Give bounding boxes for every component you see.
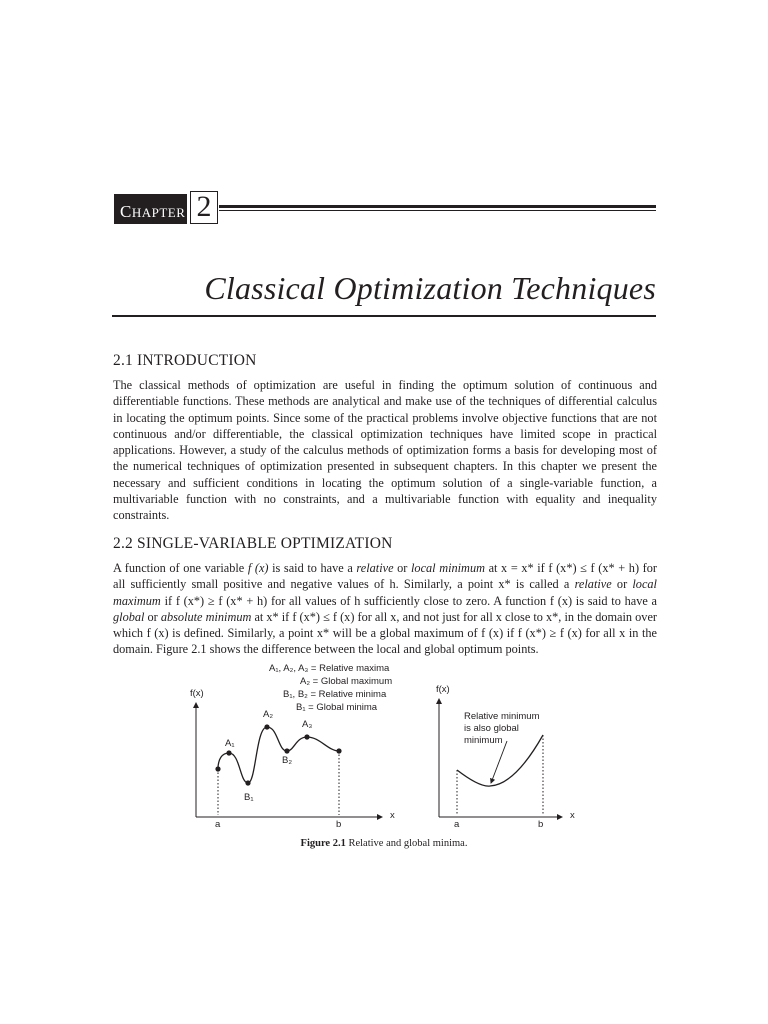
figure-caption-label: Figure 2.1 [300,838,346,849]
left-xlabel: x [390,810,395,821]
point-a3 [304,734,309,739]
introduction-paragraph: The classical methods of optimization are useful in finding the optimum solution of continuous and differentiable functions. These methods are analytical and make use of the techniques of differential calculus in locating the optimum points. Since some of the practical problems involve objective functions that are not continuous and/or differentiable, the classical optimization techniques have limited scope in practical applications. However, a study of the calculus methods of optimization forms a basis for developing most of the numerical techniques of optimization presented in subsequent chapters. In this chapter we present the necessary and sufficient conditions in locating the optimum solution of a single-variable function, a multivariable function with no constraints, and a multivariable function with equality and inequality constraints. [113,378,657,523]
chapter-label-box [114,194,187,224]
left-tick-b: b [336,819,342,830]
chapter-number: 2 [196,190,212,223]
right-tick-a: a [454,819,460,830]
point-b-end [336,748,341,753]
right-annotation-line-1: Relative minimum [464,711,540,722]
point-a2 [264,724,269,729]
legend-line-3: B₁, B₂ = Relative minima [283,689,387,700]
section-heading-single-variable: 2.2 SINGLE-VARIABLE OPTIMIZATION [113,535,393,552]
label-a2: A₂ [263,709,274,720]
legend-line-1: A₁, A₂, A₃ = Relative maxima [269,663,390,674]
label-b1: B₁ [244,792,254,803]
figure-caption [0,838,768,849]
right-annotation-arrow [491,741,507,783]
section-heading-introduction: 2.1 INTRODUCTION [113,352,257,369]
point-a-start [215,766,220,771]
chapter-title: Classical Optimization Techniques [204,270,656,306]
legend-line-2: A₂ = Global maximum [300,676,393,687]
point-b2 [284,748,289,753]
figure-relative-global-minima [170,655,600,855]
figure-caption-text: Relative and global minima. [348,838,468,849]
title-rule [112,315,656,317]
right-annotation-line-2: is also global [464,723,519,734]
right-xlabel: x [570,810,575,821]
point-b1 [245,780,250,785]
figure-svg [170,655,600,835]
legend-line-4: B₁ = Global minima [296,702,378,713]
chapter-label: CHAPTER [120,202,186,221]
label-b2: B₂ [282,755,293,766]
right-ylabel: f(x) [436,684,450,695]
label-a1: A₁ [225,738,235,749]
left-curve [218,727,339,783]
point-a1 [226,750,231,755]
label-a3: A₃ [302,719,313,730]
left-ylabel: f(x) [190,688,204,699]
chapter-rule-top [219,205,656,208]
single-variable-paragraph: A function of one variable f (x) is said to have a relative or local minimum at x = x* if f (x*) ≤ f (x* + h) for all sufficiently small positive and negative values of h. Similarly, a point x* is called a relative or local maximum if f (x*) ≥ f (x* + h) for all values of h sufficiently close to zero. A function f (x) is said to have a global or absolute minimum at x* if f (x*) ≤ f (x) for all x, and not just for all x close to x*, in the domain over which f (x) is defined. Similarly, a point x* will be a global maximum of f (x) if f (x*) ≥ f (x) for all x in the domain. Figure 2.1 shows the difference between the local and global optimum points. [113,561,658,657]
right-annotation-line-3: minimum [464,735,503,746]
right-tick-b: b [538,819,544,830]
left-tick-a: a [215,819,221,830]
chapter-number-box [190,191,218,224]
chapter-rule-bottom [219,210,656,211]
